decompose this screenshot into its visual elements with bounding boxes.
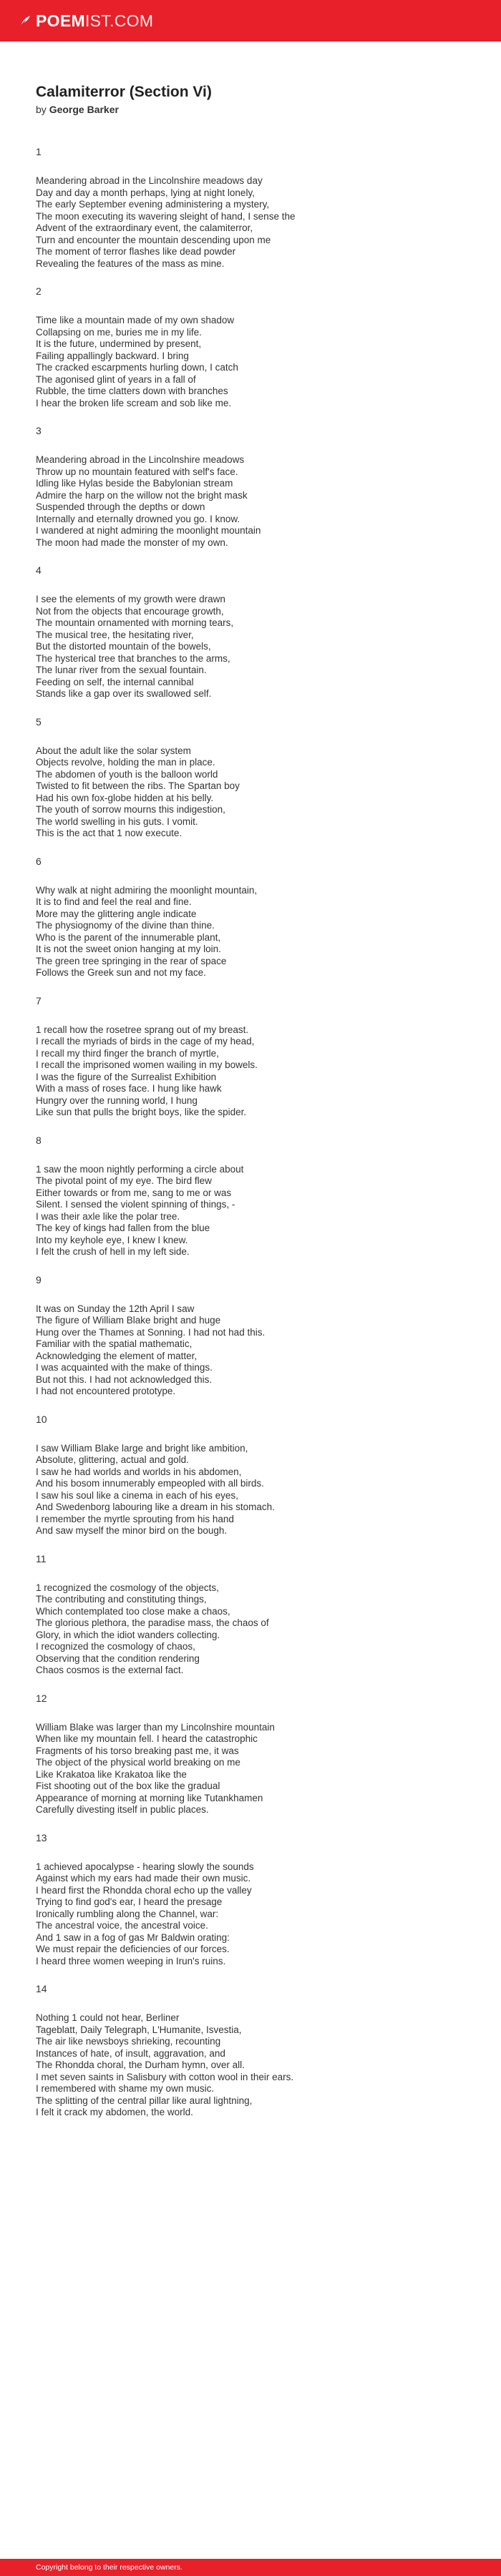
poem-line: The youth of sorrow mourns this indigestion, (36, 804, 225, 815)
poem-line: 1 recognized the cosmology of the objects, (36, 1582, 219, 1593)
poem-line: Turn and encounter the mountain descending upon me (36, 234, 271, 245)
poem-line: I remembered with shame my own music. (36, 2083, 215, 2094)
poem-line: And his bosom innumerably empeopled with all birds. (36, 1478, 264, 1489)
poem-section (36, 1983, 465, 2119)
site-header (0, 0, 501, 41)
poem-line: Not from the objects that encourage growth, (36, 605, 224, 617)
poem-line: Like Krakatoa like Krakatoa like the (36, 1768, 187, 1780)
poem-line: Chaos cosmos is the external fact. (36, 1665, 184, 1675)
poem-line: The lunar river from the sexual fountain. (36, 665, 207, 675)
poem-line: Silent. I sensed the violent spinning of things, - (36, 1199, 235, 1210)
poem-line: The early September evening administering a mystery, (36, 199, 270, 210)
poem-line: Fragments of his torso breaking past me, it was (36, 1745, 239, 1756)
section-number: 13 (36, 1831, 47, 1843)
poem-section (36, 146, 465, 270)
section-number: 10 (36, 1413, 47, 1425)
section-number: 4 (36, 564, 42, 576)
poem-line: Throw up no mountain featured with self's face. (36, 466, 238, 477)
poem-line: Had his own fox-globe hidden at his belly. (36, 792, 214, 803)
poem-line: The air like newsboys shrieking, recounting (36, 2036, 221, 2047)
poem-line: The moon had made the monster of my own. (36, 537, 228, 548)
poem-line: Against which my ears had made their own music. (36, 1873, 251, 1884)
poem-line: Stands like a gap over its swallowed self. (36, 688, 212, 699)
poem-line: Tageblatt, Daily Telegraph, L'Humanite, Isvestia, (36, 2024, 242, 2035)
poem-line: Instances of hate, of insult, aggravation, and (36, 2047, 225, 2059)
poem-line: I had not encountered prototype. (36, 1386, 176, 1396)
poem-line: Either towards or from me, sang to me or was (36, 1187, 232, 1198)
poem-section (36, 1553, 465, 1677)
poem-line: Failing appallingly backward. I bring (36, 350, 189, 361)
poem-line: Collapsing on me, buries me in my life. (36, 326, 202, 338)
poem-section (36, 1274, 465, 1398)
poem-line: And 1 saw in a fog of gas Mr Baldwin orating: (36, 1931, 230, 1943)
poem-line: I see the elements of my growth were drawn (36, 594, 225, 604)
poem-line: Why walk at night admiring the moonlight mountain, (36, 884, 258, 896)
section-number: 8 (36, 1134, 42, 1146)
poem-line: Rubble, the time clatters down with branches (36, 386, 228, 396)
poem-line: Acknowledging the element of matter, (36, 1350, 198, 1361)
poem-line: Follows the Greek sun and not my face. (36, 967, 206, 978)
poem-line: And Swedenborg labouring like a dream in his stomach. (36, 1502, 275, 1512)
section-number: 7 (36, 994, 42, 1007)
poem-content (0, 41, 465, 2119)
poem-byline (36, 103, 465, 116)
poem-line: Glory, in which the idiot wanders collecting. (36, 1629, 220, 1640)
poem-line: Who is the parent of the innumerable plant, (36, 931, 221, 943)
poem-line: The pivotal point of my eye. The bird flew (36, 1175, 212, 1186)
poem-section (36, 716, 465, 840)
poem-section (36, 285, 465, 409)
poem-line: Fist shooting out of the box like the gradual (36, 1781, 220, 1791)
poem-line: Day and day a month perhaps, lying at night lonely, (36, 187, 255, 198)
poem-line: The splitting of the central pillar like aural lightning, (36, 2095, 253, 2106)
poem-line: Objects revolve, holding the man in place. (36, 757, 215, 768)
poem-line: Absolute, glittering, actual and gold. (36, 1454, 189, 1465)
poem-section (36, 1414, 465, 1537)
poem-line: This is the act that 1 now execute. (36, 828, 183, 838)
poem-line: Nothing 1 could not hear, Berliner (36, 2012, 180, 2023)
poem-line: Advent of the extraordinary event, the calamiterror, (36, 222, 253, 233)
section-number: 2 (36, 285, 42, 297)
poem-section (36, 564, 465, 700)
feather-logo-icon (19, 14, 31, 27)
poem-section (36, 1693, 465, 1816)
logo-text-light: IST.COM (84, 11, 154, 30)
poem-line: The contributing and constituting things, (36, 1594, 207, 1605)
poem-section (36, 856, 465, 979)
poem-line: The ancestral voice, the ancestral voice. (36, 1920, 208, 1931)
copyright-text: Copyright belong to their respective owners. (36, 2563, 183, 2572)
poem-line: Admire the harp on the willow not the bright mask (36, 489, 248, 501)
poem-line: I was their axle like the polar tree. (36, 1210, 180, 1222)
poem-line: I heard first the Rhondda choral echo up the valley (36, 1884, 252, 1896)
poem-line: Internally and eternally drowned you go. I know. (36, 513, 240, 524)
poem-line: 1 recall how the rosetree sprang out of my breast. (36, 1024, 249, 1035)
poem-line: Twisted to fit between the ribs. The Spartan boy (36, 780, 240, 791)
poem-line: Feeding on self, the internal cannibal (36, 676, 194, 687)
poem-line: Into my keyhole eye, I knew I knew. (36, 1234, 188, 1245)
poem-line: The glorious plethora, the paradise mass, the chaos of (36, 1617, 269, 1628)
poem-line: The moment of terror flashes like dead powder (36, 246, 236, 257)
poem-line: The world swelling in his guts. I vomit. (36, 816, 198, 827)
poem-line: But the distorted mountain of the bowels, (36, 641, 211, 652)
section-number: 12 (36, 1692, 47, 1704)
site-footer (0, 2559, 501, 2576)
poem-line: It was on Sunday the 12th April I saw (36, 1303, 195, 1314)
poem-line: Ironically rumbling along the Channel, war: (36, 1908, 219, 1919)
section-number: 6 (36, 855, 42, 867)
poem-line: Observing that the condition rendering (36, 1652, 200, 1664)
section-number: 5 (36, 715, 42, 728)
poem-line: Hungry over the running world, I hung (36, 1094, 198, 1106)
poem-line: The physiognomy of the divine than thine. (36, 920, 215, 931)
poem-line: I wandered at night admiring the moonlight mountain (36, 525, 261, 536)
poem-line: I recall the myriads of birds in the cage of my head, (36, 1036, 255, 1047)
poem-line: The cracked escarpments hurling down, I catch (36, 362, 238, 373)
poem-section (36, 1832, 465, 1968)
poem-line: The hysterical tree that branches to the arms, (36, 652, 230, 664)
poem-line: When like my mountain fell. I heard the catastrophic (36, 1733, 258, 1744)
poem-line: I was acquainted with the make of things. (36, 1362, 213, 1373)
poem-line: I heard three women weeping in Irun's ruins. (36, 1955, 226, 1967)
poem-line: Meandering abroad in the Lincolnshire meadows day (36, 175, 263, 186)
poem-line: It is to find and feel the real and fine. (36, 896, 192, 907)
poem-line: William Blake was larger than my Lincolnshire mountain (36, 1721, 275, 1733)
poem-line: Which contemplated too close make a chaos, (36, 1605, 230, 1617)
poem-section (36, 425, 465, 549)
poem-line: Carefully divesting itself in public places. (36, 1804, 209, 1815)
poem-title: Calamiterror (Section Vi) (36, 84, 212, 100)
poem-line: The object of the physical world breaking on me (36, 1757, 240, 1768)
poem-line: I hear the broken life scream and sob like me. (36, 397, 232, 408)
poem-line: Hung over the Thames at Sonning. I had not had this. (36, 1326, 266, 1338)
poem-line: I felt it crack my abdomen, the world. (36, 2107, 193, 2117)
poem-line: 1 saw the moon nightly performing a circle about (36, 1163, 244, 1175)
poem-line: I recognized the cosmology of chaos, (36, 1641, 195, 1652)
poem-section (36, 995, 465, 1119)
poem-line: I saw his soul like a cinema in each of his eyes, (36, 1489, 238, 1501)
poem-line: Familiar with the spatial mathematic, (36, 1338, 193, 1349)
poem-line: Meandering abroad in the Lincolnshire meadows (36, 454, 245, 465)
poem-line: The Rhondda choral, the Durham hymn, over all. (36, 2060, 245, 2070)
poem-line: The moon executing its wavering sleight of hand, I sense the (36, 210, 296, 222)
poem-line: Time like a mountain made of my own shadow (36, 315, 235, 325)
poem-line: I met seven saints in Salisbury with cotton wool in their ears. (36, 2071, 294, 2082)
section-number: 11 (36, 1552, 47, 1564)
byline-prefix: by (36, 104, 47, 115)
poem-line: I recall the imprisoned women wailing in my bowels. (36, 1059, 258, 1070)
poem-line: The abdomen of youth is the balloon world (36, 768, 218, 780)
poem-section (36, 1135, 465, 1258)
poem-line: About the adult like the solar system (36, 745, 191, 756)
poem-line: The agonised glint of years in a fall of (36, 373, 196, 385)
poem-line: The figure of William Blake bright and huge (36, 1315, 221, 1326)
logo-text-bold: POEM (36, 11, 85, 30)
poem-line: We must repair the deficiencies of our forces. (36, 1944, 230, 1954)
poem-line: Idling like Hylas beside the Babylonian stream (36, 478, 233, 489)
poem-line: Appearance of morning at morning like Tutankhamen (36, 1792, 263, 1803)
poem-line: I remember the myrtle sprouting from his hand (36, 1513, 234, 1524)
poem-line: It is the future, undermined by present, (36, 338, 202, 349)
poem-line: I saw he had worlds and worlds in his abdomen, (36, 1466, 242, 1477)
poem-line: Trying to find god's ear, I heard the presage (36, 1896, 223, 1907)
site-logo[interactable] (19, 11, 153, 31)
poem-line: I was the figure of the Surrealist Exhibition (36, 1071, 217, 1082)
poem-line: It is not the sweet onion hanging at my loin. (36, 944, 221, 954)
poem-line: I felt the crush of hell in my left side. (36, 1246, 190, 1257)
poem-line: The mountain ornamented with morning tears, (36, 617, 234, 628)
poem-line: I saw William Blake large and bright like ambition, (36, 1442, 248, 1454)
author-link[interactable]: George Barker (49, 104, 119, 115)
poem-line: Revealing the features of the mass as mine. (36, 258, 225, 269)
section-number: 9 (36, 1273, 42, 1285)
poem-line: With a mass of roses face. I hung like hawk (36, 1083, 222, 1094)
poem-line: I recall my third finger the branch of myrtle, (36, 1047, 219, 1059)
poem-line: More may the glittering angle indicate (36, 908, 197, 919)
poem-line: 1 achieved apocalypse - hearing slowly the sounds (36, 1861, 254, 1872)
poem-line: The green tree springing in the rear of space (36, 955, 227, 966)
poem-line: Suspended through the depths or down (36, 501, 205, 512)
poem-line: And saw myself the minor bird on the bough. (36, 1525, 228, 1536)
section-number: 3 (36, 425, 42, 436)
section-number: 14 (36, 1983, 47, 1994)
poem-line: The musical tree, the hesitating river, (36, 629, 194, 640)
section-number: 1 (36, 146, 42, 157)
poem-line: Like sun that pulls the bright boys, like the spider. (36, 1107, 247, 1117)
poem-line: The key of kings had fallen from the blue (36, 1223, 210, 1233)
poem-line: But not this. I had not acknowledged this. (36, 1373, 213, 1385)
poem-body (36, 146, 465, 2119)
